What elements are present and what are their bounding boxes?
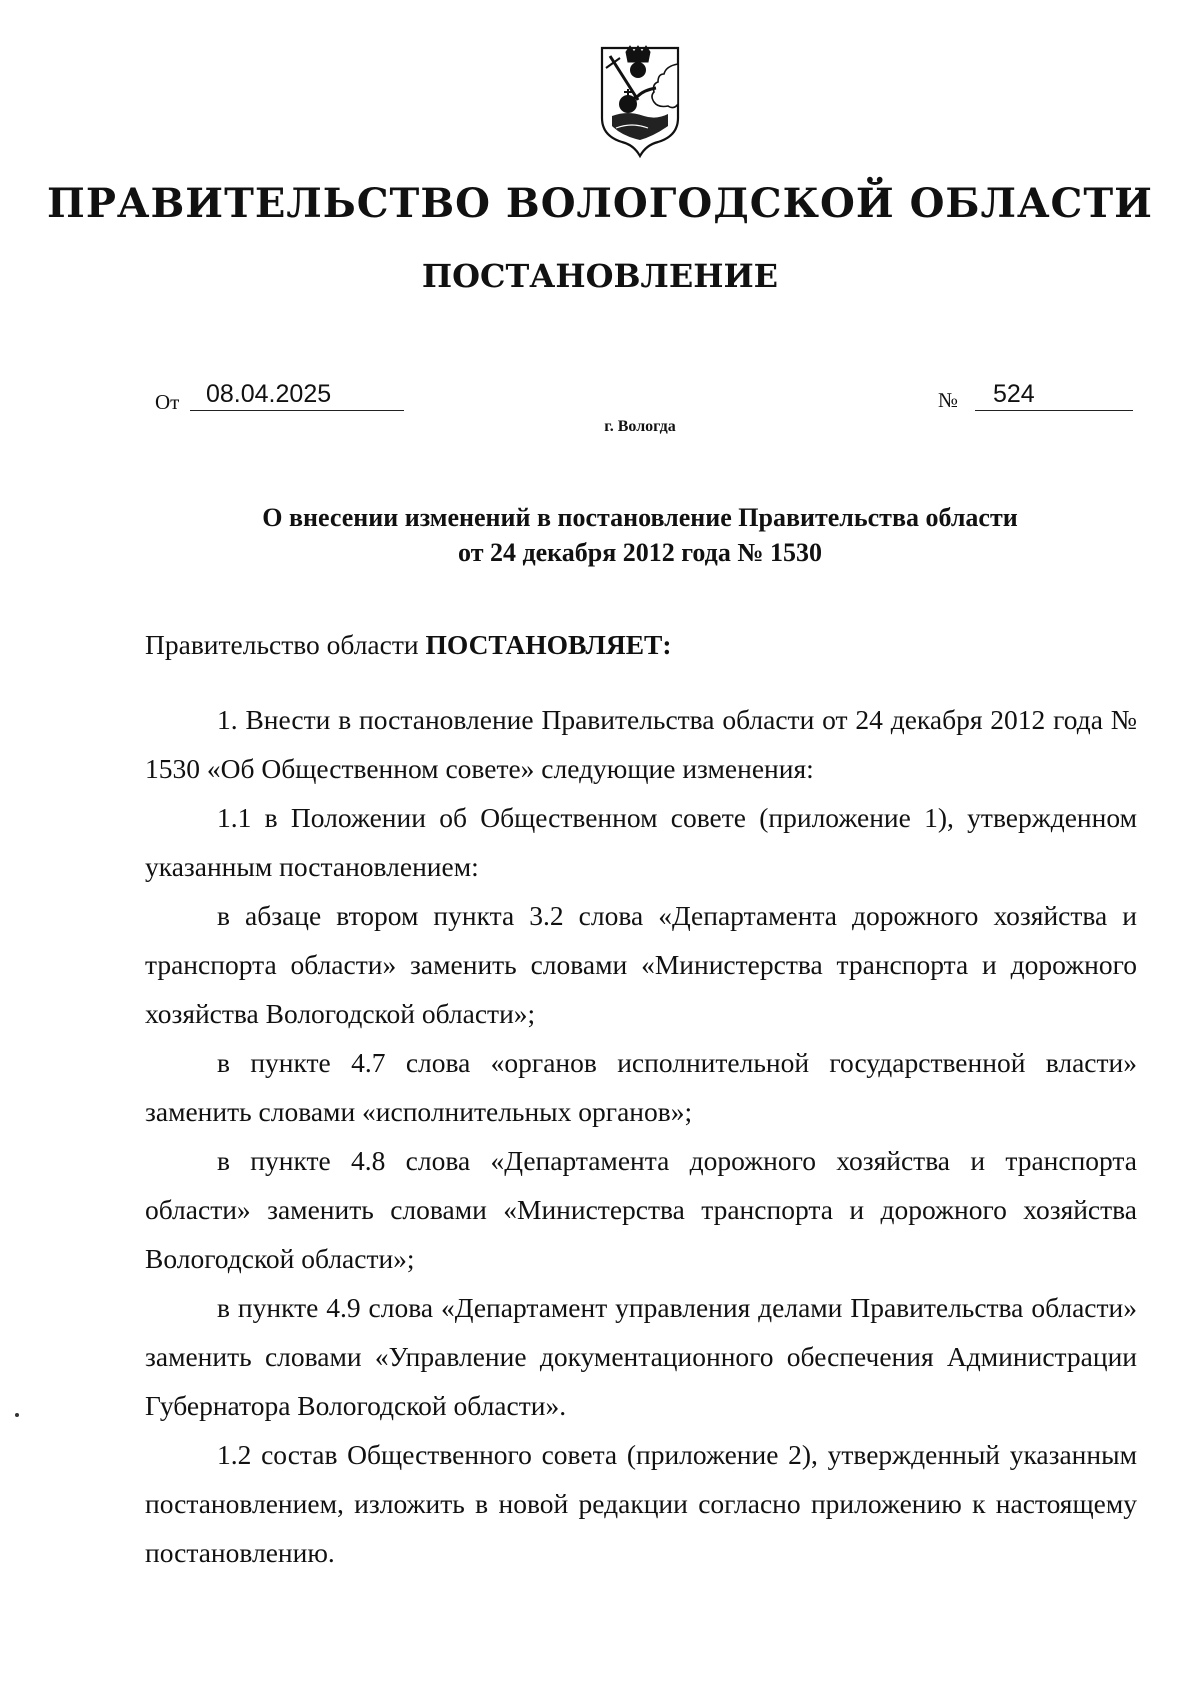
document-number: 524 [975,378,1133,411]
paragraph-4-9-change: в пункте 4.9 слова «Департамент управления делами Правительства области» заменить словами «Управление документационного обеспечения Администрации Губернатора Вологодской области». [145,1292,1137,1421]
organization-title: ПРАВИТЕЛЬСТВО ВОЛОГОДСКОЙ ОБЛАСТИ [47,180,1153,227]
subject-line-2: от 24 декабря 2012 года № 1530 [458,538,822,567]
document-type-title: ПОСТАНОВЛЕНИЕ [421,257,779,295]
document-subject [0,500,1200,570]
paragraph-3-2-change: в абзаце втором пункта 3.2 слова «Департамента дорожного хозяйства и транспорта области» заменить словами «Министерства транспорта и дорожного хозяйства Вологодской области»; [145,900,1137,1029]
paragraph-4-7-change: в пункте 4.7 слова «органов исполнительной государственной власти» заменить словами «исполнительных органов»; [145,1047,1137,1127]
document-body [145,620,1137,1577]
paragraph-1: 1. Внести в постановление Правительства области от 24 декабря 2012 года № 1530 «Об Общественном совете» следующие изменения: [145,704,1137,784]
city-label: г. Вологда [604,418,676,435]
paragraph-4-8-change: в пункте 4.8 слова «Департамента дорожного хозяйства и транспорта области» заменить словами «Министерства транспорта и дорожного хозяйства Вологодской области»; [145,1145,1137,1274]
vologda-coat-of-arms-icon [598,44,682,162]
paragraph-1-1: 1.1 в Положении об Общественном совете (приложение 1), утвержденном указанным постановлением: [145,802,1137,882]
preamble-resolution: ПОСТАНОВЛЯЕТ: [425,629,672,660]
date-label: От [155,390,180,414]
preamble-text: Правительство области [145,629,426,660]
preamble [145,620,1137,669]
paragraph-1-2: 1.2 состав Общественного совета (приложение 2), утвержденный указанным постановлением, изложить в новой редакции согласно приложению к настоящему постановлению. [145,1439,1137,1568]
subject-line-1: О внесении изменений в постановление Правительства области [262,503,1018,532]
document-date: 08.04.2025 [190,378,404,411]
number-label: № [938,388,959,412]
scan-artifact-dot [15,1413,19,1417]
